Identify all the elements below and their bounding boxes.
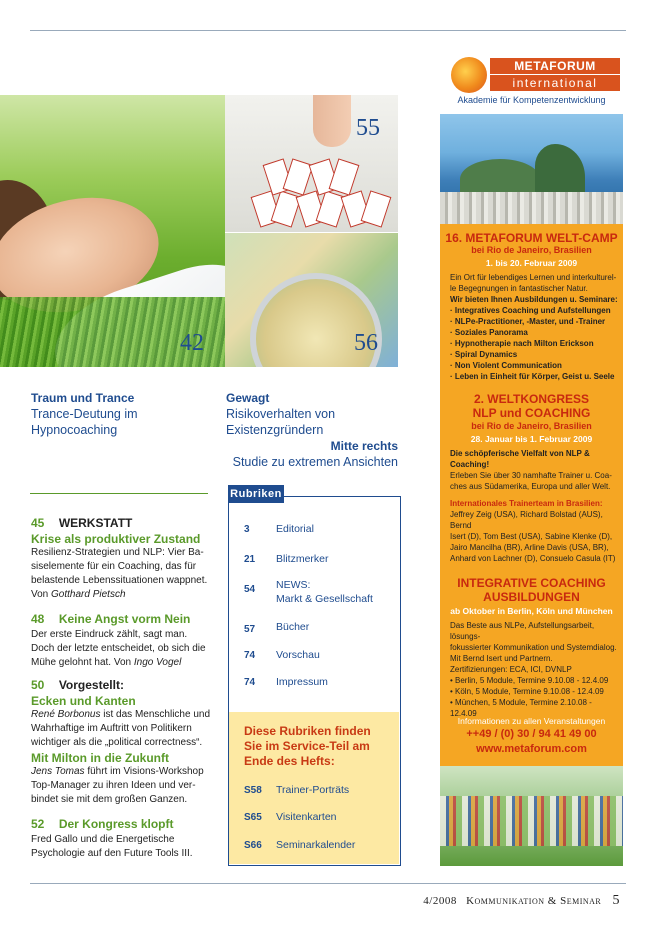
ad-list-item: · NLPe-Practitioner, -Master, und -Trainer xyxy=(450,317,606,326)
ad-line: Das Beste aus NLPe, Aufstellungsarbeit, lösungs- xyxy=(450,621,595,641)
ad-ic-title2: AUSBILDUNGEN xyxy=(483,590,580,604)
rubrik-label: Vorschau xyxy=(276,649,320,661)
ad-kongress-title: 2. WELTKONGRESS xyxy=(473,392,590,406)
rubrik-label-line2: Markt & Gesellschaft xyxy=(276,593,373,605)
ad-team xyxy=(450,498,620,564)
article-line: Mühe gelohnt hat. Von xyxy=(31,657,134,668)
rubrik-label: NEWS: xyxy=(276,579,311,591)
teaser-center-line3: Studie zu extremen Ansichten xyxy=(232,455,398,469)
ad-line: Die schöpferische Vielfalt von NLP & Coaching! xyxy=(450,449,590,469)
ad-camp-date: 1. bis 20. Februar 2009 xyxy=(485,258,578,268)
ad-line: Erleben Sie über 30 namhafte Trainer u. Coa- xyxy=(450,471,612,480)
article-page-number: 45 xyxy=(31,516,45,530)
ad-line: • München, 5 Module, Termine 2.10.08 - 12.4.09 xyxy=(450,698,592,718)
photo-page-number-cards: 55 xyxy=(356,115,380,141)
article-author: Ingo Vogel xyxy=(133,657,182,668)
article-section: Vorgestellt: xyxy=(58,678,124,692)
ad-info: Informationen zu allen Veranstaltungen xyxy=(457,716,606,726)
article-page-number: 50 xyxy=(31,678,45,692)
article-page-number: 48 xyxy=(31,612,45,626)
teaser-center-title2: Mitte rechts xyxy=(330,439,398,453)
rubrik-number: 54 xyxy=(244,584,256,595)
ad-line: • Berlin, 5 Module, Termine 9.10.08 - 12.4.09 xyxy=(450,676,609,685)
ad-tagline: Akademie für Kompetenzentwicklung xyxy=(457,95,606,105)
service-label: Visitenkarten xyxy=(276,811,337,823)
article-line: Psychologie auf den Future Tools III. xyxy=(31,848,193,859)
article-author: Jens Tomas xyxy=(31,766,85,777)
service-heading: Diese Rubriken finden xyxy=(244,724,371,738)
bottom-rule xyxy=(30,883,626,884)
service-label: Seminarkalender xyxy=(276,839,356,851)
article-line: siselemente für ein Coaching, das für xyxy=(31,561,197,572)
metaforum-logo-icon xyxy=(451,57,487,93)
article-section: WERKSTATT xyxy=(58,516,133,530)
teaser-left-line1: Trance-Deutung im xyxy=(31,407,138,421)
article-line: Resilienz-Strategien und NLP: Vier Ba- xyxy=(31,547,204,558)
article-title: Ecken und Kanten xyxy=(31,694,136,708)
ad-ic-text xyxy=(450,620,620,719)
article-title: Krise als produktiver Zustand xyxy=(31,532,201,546)
ad-list-item: · Spiral Dynamics xyxy=(450,350,518,359)
service-heading: Ende des Hefts: xyxy=(244,754,335,768)
article-line: bindet sie mit dem großen Ganzen. xyxy=(31,794,188,805)
article-title: Mit Milton in die Zukunft xyxy=(31,751,169,765)
ad-list-item: · Hypnotherapie nach Milton Erickson xyxy=(450,339,594,348)
teaser-left-title: Traum und Trance xyxy=(31,391,135,405)
ad-line: Anhard von Lachner (D), Consuelo Casula (IT) xyxy=(450,554,616,563)
ad-team-heading: Internationales Trainerteam in Brasilien: xyxy=(450,499,603,508)
ad-line: Ein Ort für lebendiges Lernen und interkulturel- xyxy=(450,273,617,282)
service-label: Trainer-Porträts xyxy=(276,784,350,796)
ad-ic-where: ab Oktober in Berlin, Köln und München xyxy=(450,606,613,616)
ad-kongress-title2: NLP und COACHING xyxy=(472,406,591,420)
photo-page-number-main: 42 xyxy=(180,330,204,356)
ad-ic-title: INTEGRATIVE COACHING xyxy=(457,576,606,590)
ad-list-item: · Leben in Einheit für Körper, Geist u. Seele xyxy=(450,372,615,381)
ad-kongress-place: bei Rio de Janeiro, Brasilien xyxy=(471,421,592,431)
teaser-center-line2: Existenzgründern xyxy=(226,423,324,437)
article-title: Der Kongress klopft xyxy=(58,817,174,831)
page-footer xyxy=(370,893,620,909)
rubrik-label: Impressum xyxy=(276,676,328,688)
rubrik-label: Blitzmerker xyxy=(276,553,329,565)
article-milton xyxy=(31,751,221,807)
ad-camp-place: bei Rio de Janeiro, Brasilien xyxy=(471,245,592,255)
ad-list-item: · Integratives Coaching und Aufstellungen xyxy=(450,306,611,315)
photo-page-number-map: 56 xyxy=(354,330,378,356)
ad-kongress-text xyxy=(450,448,620,492)
ad-line: Mit Bernd Isert und Partnern. xyxy=(450,654,553,663)
ad-line: Isert (D), Tom Best (USA), Sabine Klenke (D), xyxy=(450,532,613,541)
rubrik-label: Bücher xyxy=(276,621,310,633)
article-line: führt im Visions-Workshop xyxy=(84,766,204,777)
footer-page-number: 5 xyxy=(612,893,620,908)
ad-phone: ++49 / (0) 30 / 94 41 49 00 xyxy=(466,728,597,740)
service-number: S66 xyxy=(244,840,262,851)
rubrik-number: 21 xyxy=(244,554,256,565)
articles-rule xyxy=(30,493,208,494)
ad-line: fokussierter Kommunikation und Systemdialog. xyxy=(450,643,617,652)
rio-de-janeiro-photo xyxy=(440,114,623,224)
rubrik-number: 57 xyxy=(244,624,256,635)
article-line: Wahrhaftige im Auftritt von Politikern xyxy=(31,723,192,734)
article-title: Keine Angst vorm Nein xyxy=(58,612,191,626)
ad-line: Jeffrey Zeig (USA), Richard Bolstad (AUS), Bernd xyxy=(450,510,603,530)
article-line: Fred Gallo und die Energetische xyxy=(31,834,175,845)
ad-kongress-date: 28. Januar bis 1. Februar 2009 xyxy=(470,434,593,444)
article-45 xyxy=(31,514,221,602)
ad-logo-line2: international xyxy=(490,75,620,91)
ad-list-item: · Soziales Panorama xyxy=(450,328,528,337)
ad-line: • Köln, 5 Module, Termine 9.10.08 - 12.4.09 xyxy=(450,687,604,696)
article-page-number: 52 xyxy=(31,817,45,831)
article-line: wichtiger als die „political correctness“. xyxy=(31,737,203,748)
ad-list-item: · Non Violent Communication xyxy=(450,361,562,370)
article-author: René Borbonus xyxy=(31,709,101,720)
ad-website: www.metaforum.com xyxy=(476,743,587,755)
rubrik-label: Editorial xyxy=(276,523,314,535)
service-number: S65 xyxy=(244,812,262,823)
ad-line: le Begegnungen in fantastischer Natur. xyxy=(450,284,588,293)
woman-in-grass-photo xyxy=(0,95,225,367)
article-line: Der erste Eindruck zählt, sagt man. xyxy=(31,629,188,640)
article-line: ist das Menschliche und xyxy=(100,709,211,720)
ad-logo-line1: METAFORUM xyxy=(490,58,620,74)
rubrik-number: 3 xyxy=(244,524,250,535)
article-line: belastende Lebenssituationen wappnet. xyxy=(31,575,208,586)
teaser-center-line1: Risikoverhalten von xyxy=(226,407,336,421)
article-line: Top-Manager zu ihren Ideen und ver- xyxy=(31,780,196,791)
ad-camp-title: 16. METAFORUM WELT-CAMP xyxy=(445,231,618,245)
footer-magazine: Kommunikation & Seminar xyxy=(466,895,602,907)
ad-line: Zertifizierungen: ECA, ICI, DVNLP xyxy=(450,665,572,674)
service-number: S58 xyxy=(244,785,262,796)
top-rule xyxy=(30,30,626,31)
rubrik-number: 74 xyxy=(244,677,256,688)
article-50 xyxy=(31,676,221,750)
teaser-left-line2: Hypnocoaching xyxy=(31,423,118,437)
rubrik-number: 74 xyxy=(244,650,256,661)
article-byline-prefix: Von xyxy=(31,589,52,600)
service-heading: Sie im Service-Teil am xyxy=(244,739,370,753)
teaser-center-title: Gewagt xyxy=(226,391,270,405)
ad-offer: Wir bieten Ihnen Ausbildungen u. Seminare: xyxy=(450,295,618,304)
article-52 xyxy=(31,815,221,861)
rubriken-title: Rubriken xyxy=(228,485,284,503)
ad-line: ches aus Südamerika, Europa und aller Welt. xyxy=(450,482,611,491)
ad-camp-text xyxy=(450,272,620,382)
footer-issue: 4/2008 xyxy=(423,895,457,907)
article-author: Gotthard Pietsch xyxy=(51,589,126,600)
ad-line: Jairo Mancilha (BR), Arline Davis (USA, BR), xyxy=(450,543,609,552)
seminar-group-photo xyxy=(440,766,623,866)
article-48 xyxy=(31,610,221,670)
article-line: Doch der letzte entscheidet, ob sich die xyxy=(31,643,206,654)
